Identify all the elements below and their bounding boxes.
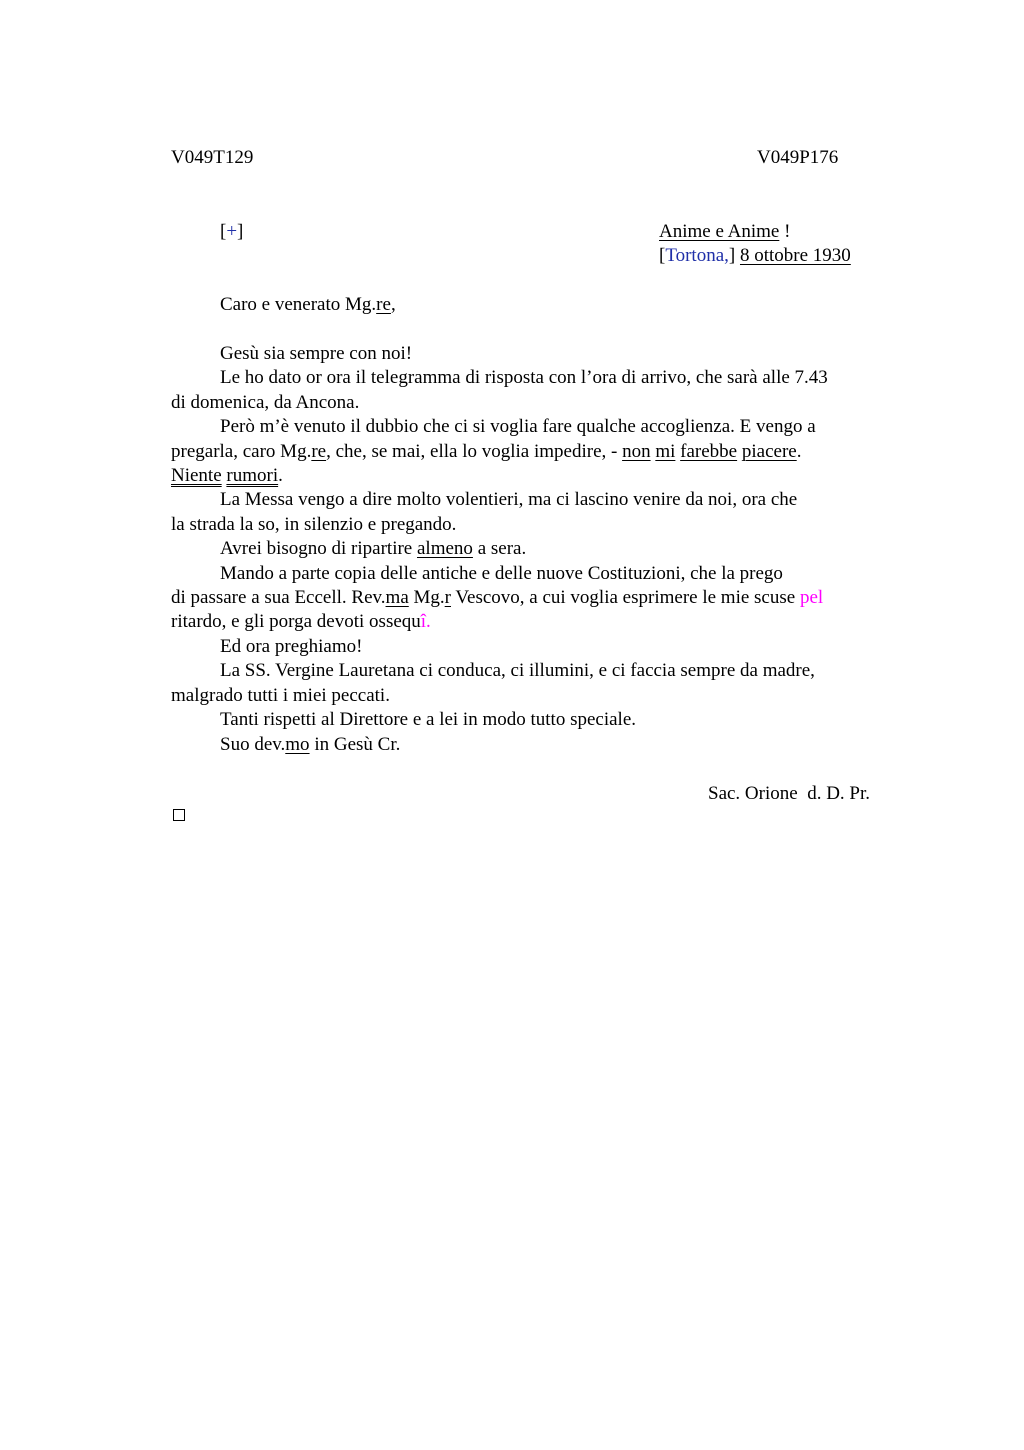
body-line: La Messa vengo a dire molto volentieri, ma ci lascino venire da noi, ora che [220, 489, 798, 511]
text-run: Suo dev. [220, 733, 286, 755]
underlined-abbr: re [311, 440, 327, 462]
body-line: Ed ora preghiamo! [220, 635, 363, 657]
mark-open-bracket: [ [220, 221, 227, 242]
correction-text: pel [799, 587, 824, 609]
body-line: di domenica, da Ancona. [171, 391, 360, 413]
body-line [171, 537, 891, 561]
document-code-left: V049T129 [171, 147, 254, 168]
body-line [171, 733, 891, 757]
double-underlined-word: rumori [226, 465, 279, 487]
body-line: Gesù sia sempre con noi! [220, 343, 413, 364]
place-close-bracket: ] [728, 245, 736, 266]
text-run: . [278, 465, 283, 487]
text-run: a sera. [472, 538, 527, 560]
text-run: di passare a sua Eccell. Rev. [171, 587, 386, 609]
body-line: malgrado tutti i miei peccati. [171, 684, 390, 706]
mark-close-bracket: ] [237, 221, 244, 242]
text-run: ritardo, e gli porga devoti ossequ [171, 611, 421, 633]
underlined-word: piacere [741, 440, 797, 462]
salutation-text: Caro e venerato Mg. [220, 294, 377, 315]
text-run: , che, se mai, ella lo voglia impedire, - [326, 440, 623, 462]
underlined-word: farebbe [680, 440, 738, 462]
body-line [171, 586, 891, 610]
underlined-abbr: r [444, 587, 451, 609]
body-line: Le ho dato or ora il telegramma di risposta con l’ora di arrivo, che sarà alle 7.43 [220, 367, 828, 389]
body-line [171, 464, 891, 488]
text-run: pregarla, caro Mg. [171, 440, 312, 462]
place-name: Tortona, [665, 245, 729, 266]
body-line: Tanti rispetti al Direttore e a lei in modo tutto speciale. [220, 709, 637, 731]
body-line [171, 440, 891, 464]
letter-title [659, 220, 790, 244]
title-text: Anime e Anime [659, 221, 780, 242]
text-run: Mg. [408, 587, 445, 609]
editorial-mark [220, 220, 243, 244]
salutation [220, 293, 396, 317]
underlined-abbr: mo [285, 733, 310, 755]
place-open-bracket: [ [659, 245, 666, 266]
title-suffix: ! [779, 221, 791, 242]
body-line: Mando a parte copia delle antiche e delle nuove Costituzioni, che la prego [220, 562, 783, 584]
signature: Sac. Orione d. D. Pr. [708, 783, 871, 804]
underlined-word: non [622, 440, 651, 462]
text-run: Avrei bisogno di ripartire [220, 538, 417, 560]
underlined-word: almeno [417, 538, 473, 560]
underlined-abbr: ma [385, 587, 409, 609]
salutation-comma: , [390, 294, 396, 315]
body-line [171, 610, 891, 634]
double-underlined-word: Niente [171, 465, 222, 487]
body-line: La SS. Vergine Lauretana ci conduca, ci illumini, e ci faccia sempre da madre, [220, 660, 815, 682]
place-date [659, 244, 851, 268]
body-line: la strada la so, in silenzio e pregando. [171, 513, 457, 535]
correction-text: î. [420, 611, 431, 633]
text-run: in Gesù Cr. [309, 733, 401, 755]
text-run: Vescovo, a cui voglia esprimere le mie scuse [451, 587, 800, 609]
end-of-document-box-icon [173, 809, 185, 821]
cross-mark: + [226, 221, 238, 242]
letter-date: 8 ottobre 1930 [739, 245, 851, 266]
underlined-word: mi [655, 440, 676, 462]
document-code-right: V049P176 [757, 147, 839, 168]
body-line: Però m’è venuto il dubbio che ci si voglia fare qualche accoglienza. E vengo a [220, 416, 816, 438]
letter-body [171, 342, 891, 757]
salutation-abbr: re [376, 294, 391, 315]
text-run: . [796, 440, 802, 462]
